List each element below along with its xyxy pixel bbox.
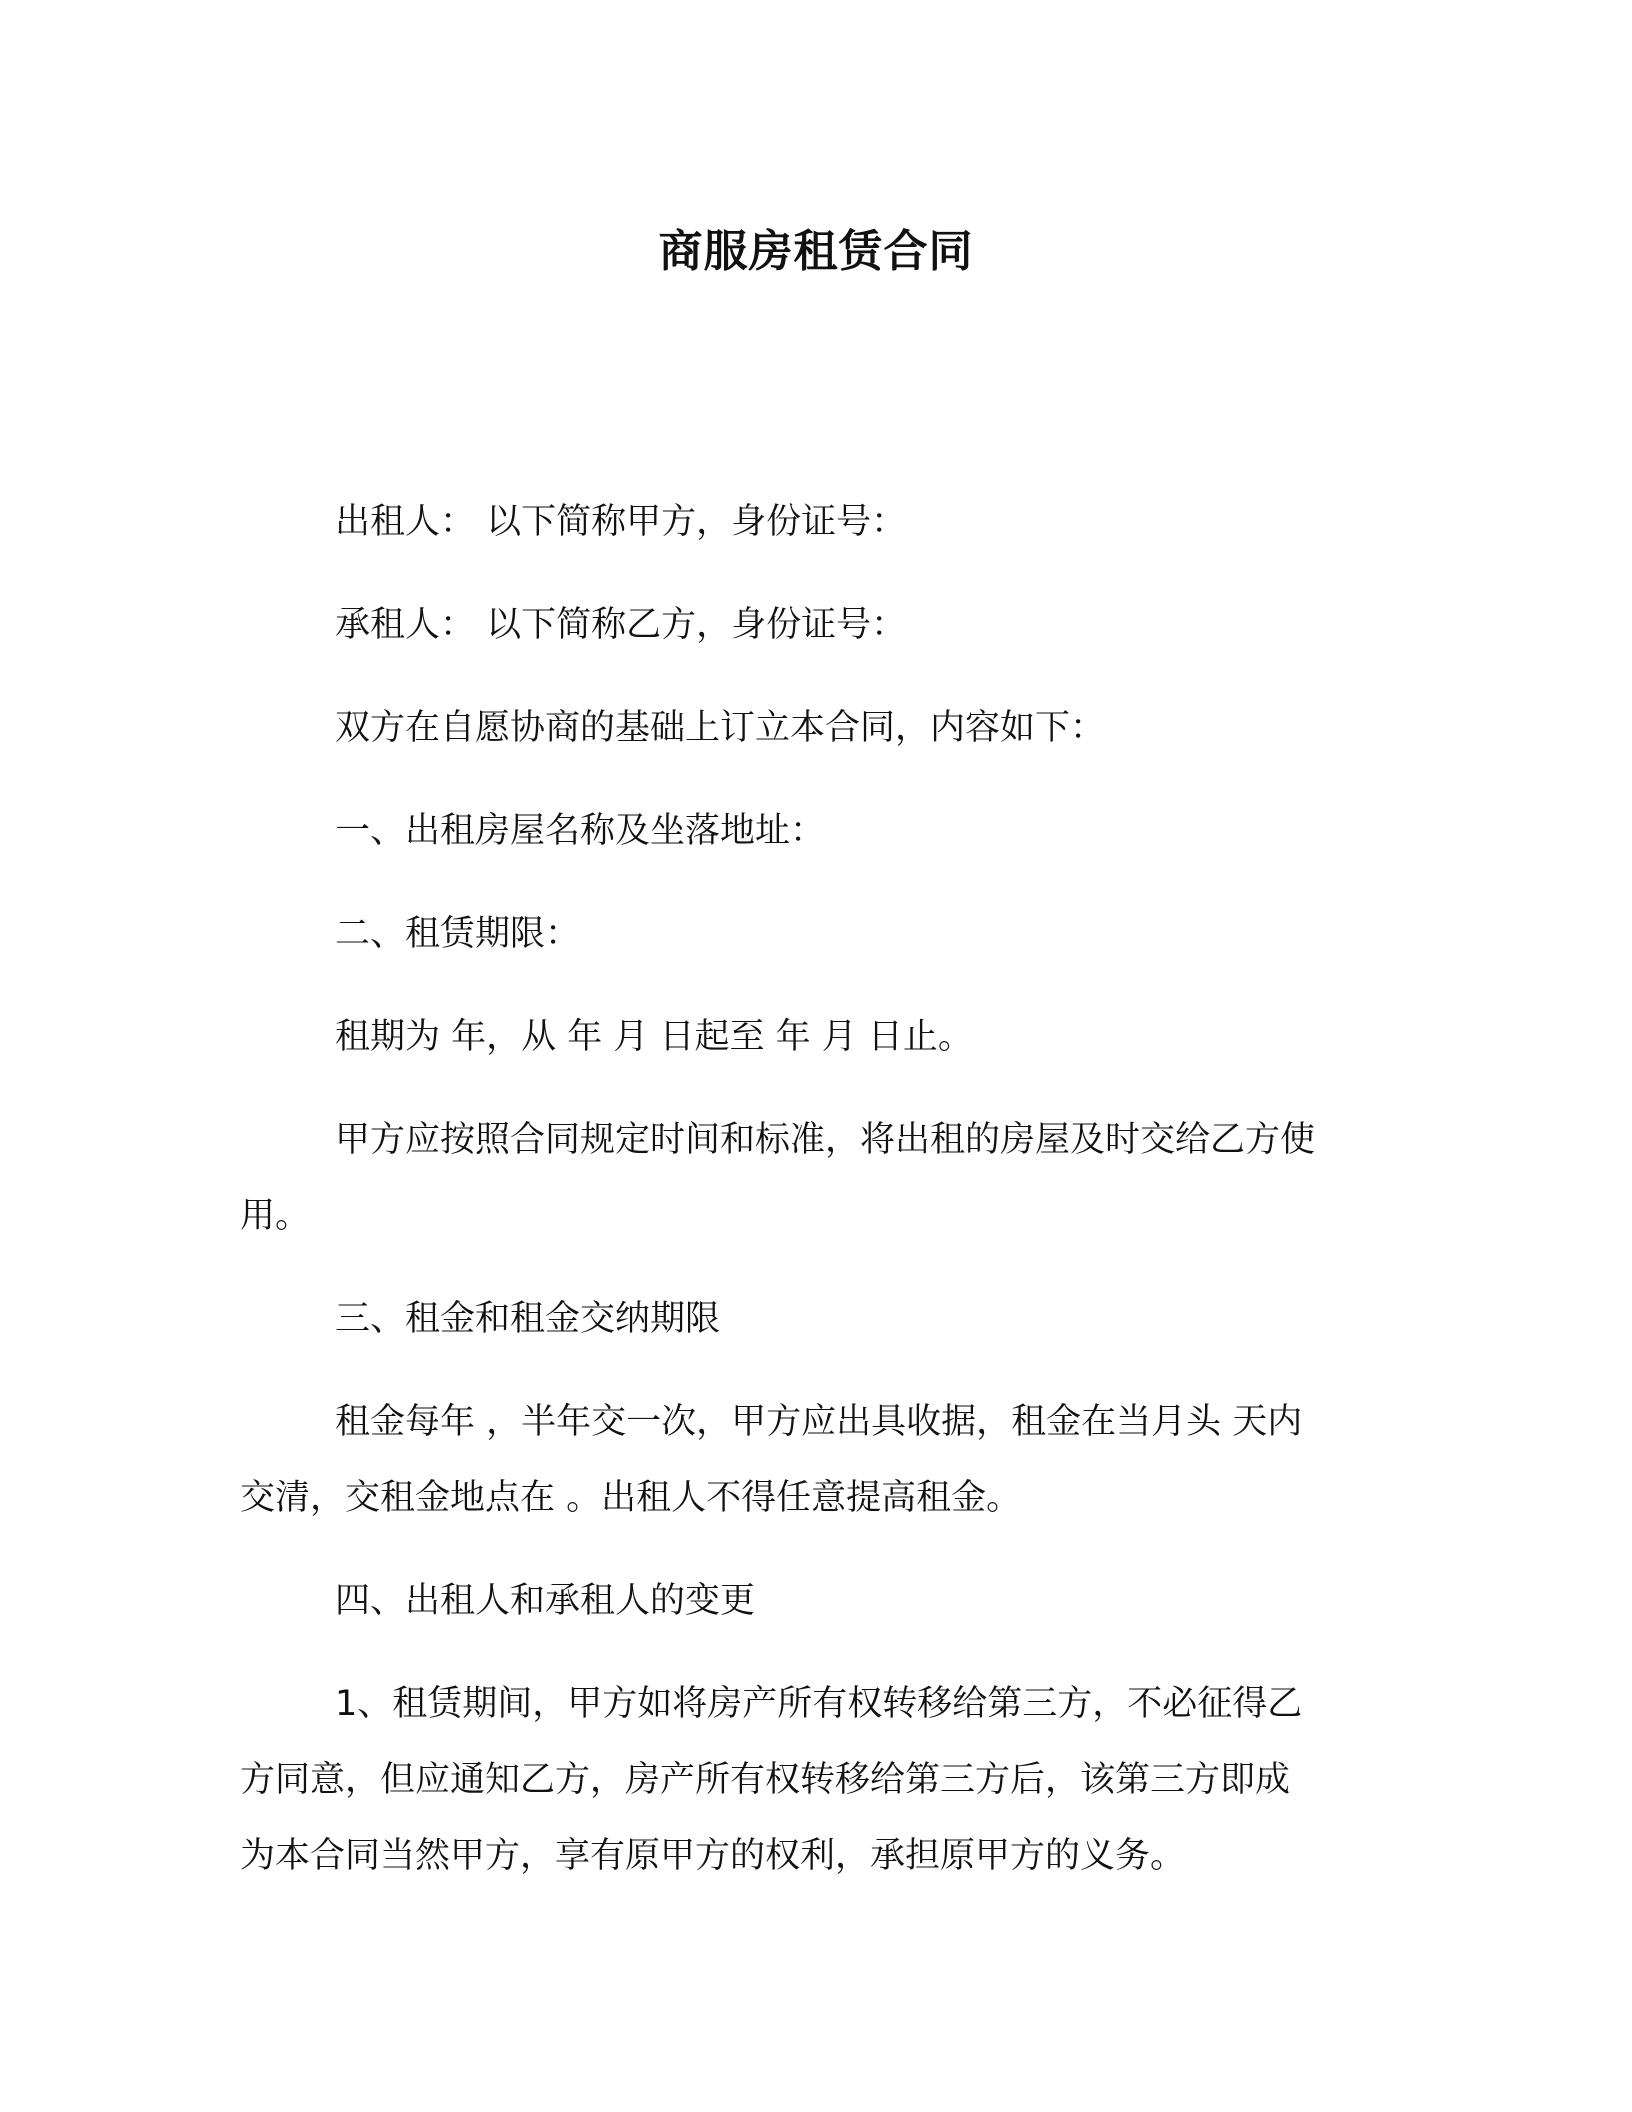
agreement-intro: 双方在自愿协商的基础上订立本合同，内容如下： [335,708,1106,748]
lease-term-text: 租期为 年，从 年 月 日起至 年 月 日止。 [335,1017,973,1057]
clause-1-line-2: 方同意，但应通知乙方，房产所有权转移给第三方后，该第三方即成 [240,1760,1291,1800]
section-4-heading: 四、出租人和承租人的变更 [335,1581,756,1621]
section-3-heading: 三、租金和租金交纳期限 [335,1299,721,1339]
clause-1-line-1: 1、租赁期间，甲方如将房产所有权转移给第三方，不必征得乙 [335,1684,1303,1724]
document-title: 商服房租赁合同 [658,226,974,277]
lessee-line: 承租人： 以下简称乙方，身份证号： [335,605,907,645]
section-2-heading: 二、租赁期限： [335,914,581,954]
delivery-text-line-1: 甲方应按照合同规定时间和标准，将出租的房屋及时交给乙方使 [335,1120,1316,1160]
clause-1-line-3: 为本合同当然甲方，享有原甲方的权利，承担原甲方的义务。 [240,1836,1186,1876]
section-1-heading: 一、出租房屋名称及坐落地址： [335,811,826,851]
rent-text-line-1: 租金每年 ，半年交一次，甲方应出具收据，租金在当月头 天内 [335,1402,1303,1442]
delivery-text-line-2: 用。 [240,1196,311,1236]
lessor-line: 出租人： 以下简称甲方，身份证号： [335,502,907,542]
rent-text-line-2: 交清，交租金地点在 。出租人不得任意提高租金。 [240,1478,1022,1518]
